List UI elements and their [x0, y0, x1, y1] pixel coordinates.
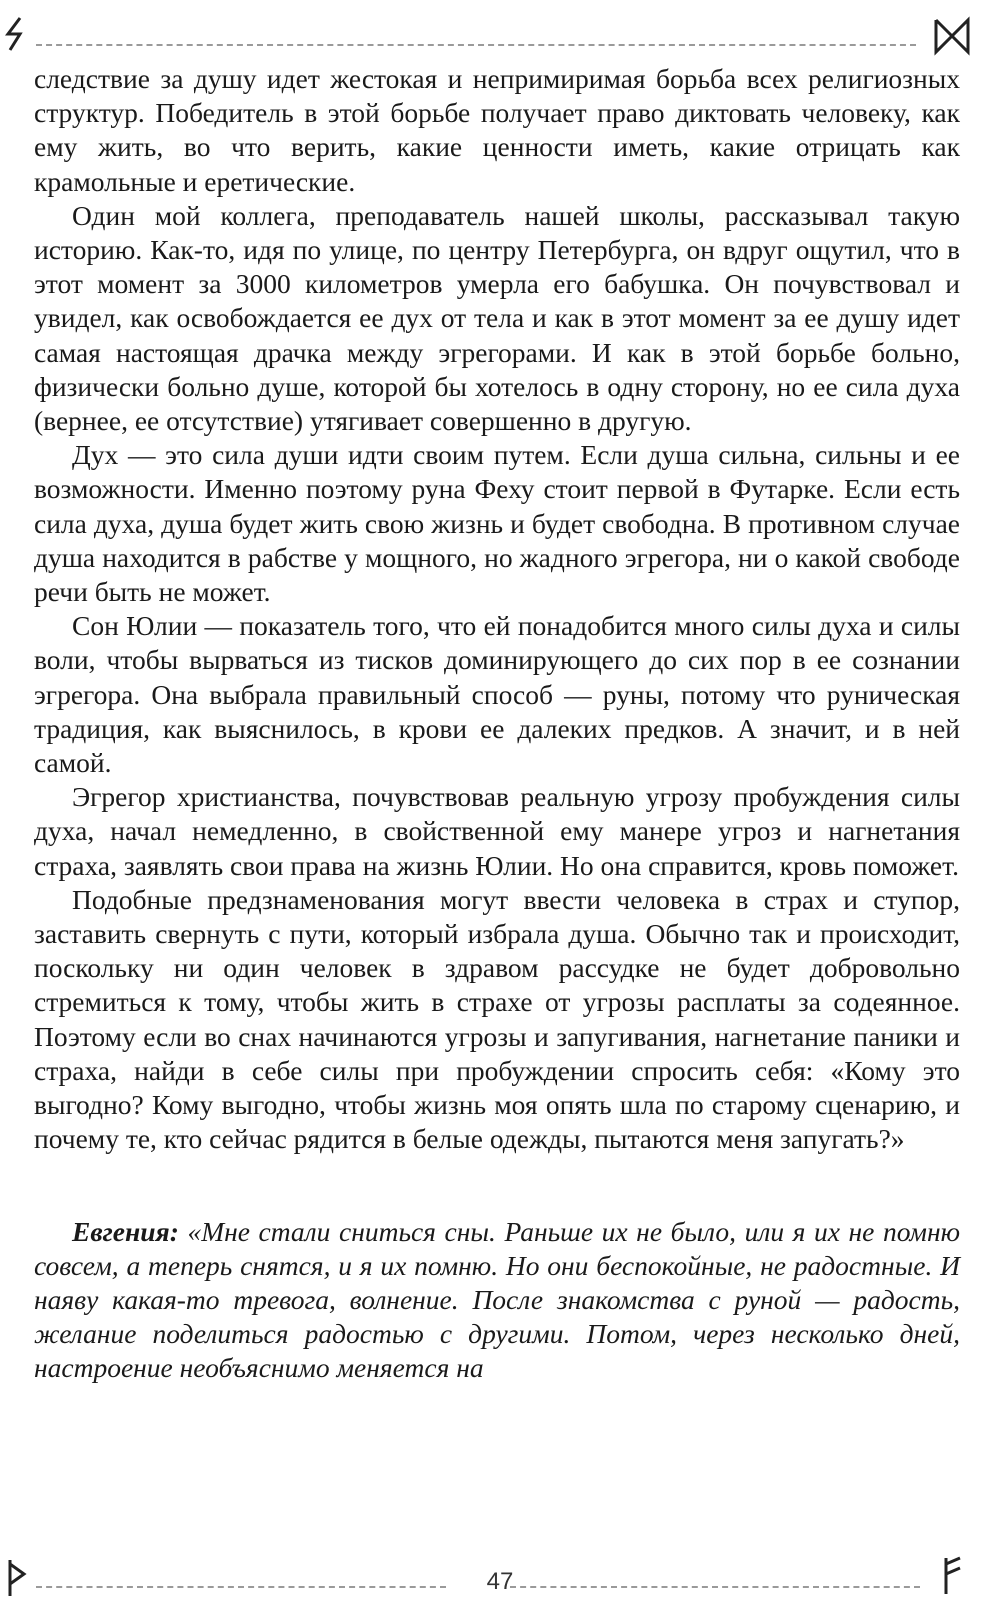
top-dashed-border [36, 44, 916, 46]
page-body [34, 62, 960, 1386]
quote-speaker: Евгения: [72, 1215, 179, 1247]
quote-text: «Мне стали сниться сны. Раньше их не было, или я их не помню совсем, а теперь снятся, и я их помню. Но они беспокойные, не радостные. И наяву какая-то тревога, волнение. После знакомства с руной — радость, желание поделиться радостью с другими. Потом, через несколько дней, настроение необъяснимо меняется на [34, 1215, 960, 1384]
dagaz-rune-icon [932, 16, 972, 56]
testimonial-quote [34, 1215, 960, 1386]
page-number: 47 [486, 1568, 514, 1595]
sowilo-rune-icon [0, 14, 40, 54]
paragraph: Один мой коллега, преподаватель нашей школы, рассказывал такую историю. Как-то, идя по улице, по центру Петербурга, он вдруг ощутил, что в этот момент за 3000 километров умерла его бабушка. Он почувствовал и увидел, как освобождается ее дух от тела и как в этот момент за ее душу идет самая настоящая драчка между эгрегорами. И как в этой борьбе больно, физически больно душе, которой бы хотелось в одну сторону, но ее сила духа (вернее, ее отсутствие) утягивает совершенно в другую. [34, 199, 960, 437]
paragraph: Подобные предзнаменования могут ввести человека в страх и ступор, заставить свернуть с пути, который избрала душа. Обычно так и происходит, поскольку ни один человек в здравом рассудке не будет добровольно стремиться к тому, чтобы жить в страхе от угрозы расплаты за содеянное. Поэтому если во снах начинаются угрозы и запугивания, нагнетание паники и страха, найди в себе силы при пробуждении спросить себя: «Кому это выгодно? Кому выгодно, чтобы жизнь моя опять шла по старому сценарию, и почему те, кто сейчас рядится в белые одежды, пытаются меня запугать?» [34, 883, 960, 1155]
paragraph: Сон Юлии — показатель того, что ей понадобится много силы духа и силы воли, чтобы вырваться из тисков доминирующего до сих пор в ее сознании эгрегора. Она выбрала правильный способ — руны, потому что руническая традиция, как выяснилось, в крови ее далеких предков. А значит, и в ней самой. [34, 610, 960, 779]
paragraph: Дух — это сила души идти своим путем. Если душа сильна, сильны и ее возможности. Именно поэтому руна Феху стоит первой в Футарке. Если есть сила духа, душа будет жить свою жизнь и будет свободна. В противном случае душа находится в рабстве у мощного, но жадного эгрегора, ни о какой свободе речи быть не может. [34, 439, 960, 608]
paragraph: Эгрегор христианства, почувствовав реальную угрозу пробуждения силы духа, начал немедленно, в свойственной ему манере угроз и нагнетания страха, заявлять свои права на жизнь Юлии. Но она справится, кровь поможет. [34, 781, 960, 881]
paragraph: следствие за душу идет жестокая и непримиримая борьба всех религиозных структур. Победитель в этой борьбе получает право диктовать человеку, как ему жить, во что верить, какие ценности иметь, какие отрицать как крамольные и еретические. [34, 63, 960, 197]
